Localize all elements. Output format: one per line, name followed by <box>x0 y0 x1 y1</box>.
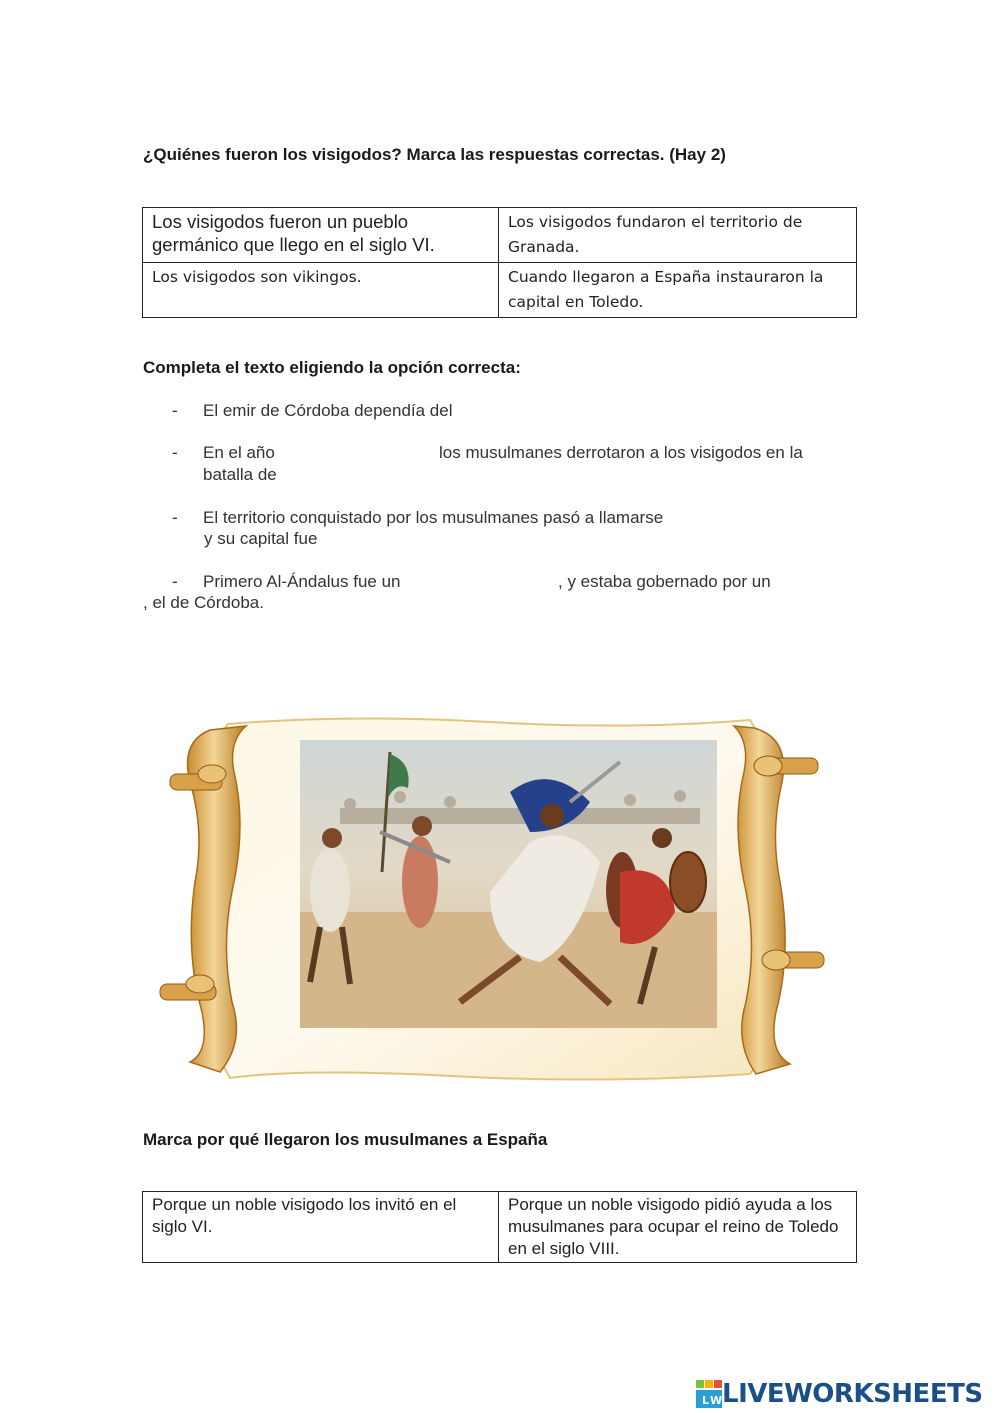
sentence3-text-b: y su capital fue <box>204 529 318 548</box>
question1-option-4-text: Cuando llegaron a España instauraron la capital en Toledo. <box>508 268 824 311</box>
badge-letter-l: L <box>702 1394 710 1407</box>
question1-option-4[interactable] <box>499 263 857 318</box>
question3-option-2[interactable] <box>499 1192 857 1263</box>
sentence2-text-b: los musulmanes derrotaron a los visigodos en la <box>439 443 803 462</box>
question2-heading: Completa el texto eligiendo la opción correcta: <box>143 358 521 377</box>
question3-heading: Marca por qué llegaron los musulmanes a España <box>143 1130 548 1149</box>
question1-option-1-text: Los visigodos fueron un pueblo germánico que llego en el siglo VI. <box>152 211 435 255</box>
sentence4-text-c: , el de Córdoba. <box>143 593 264 612</box>
liveworksheets-logo <box>696 1378 983 1410</box>
scroll-battle-illustration <box>150 712 840 1084</box>
sentence4-text-a: Primero Al-Ándalus fue un <box>203 572 401 591</box>
liveworksheets-badge-icon <box>696 1380 722 1408</box>
sentence4-text-b: , y estaba gobernado por un <box>558 572 771 591</box>
question3-option-1[interactable] <box>143 1192 499 1263</box>
question1-option-2-text: Los visigodos fundaron el territorio de Granada. <box>508 213 803 256</box>
liveworksheets-wordmark: LIVEWORKSHEETS <box>722 1379 983 1409</box>
sentence2-text-c: batalla de <box>203 465 277 484</box>
bullet-dash-3: - <box>172 508 178 527</box>
question3-options-table <box>142 1191 857 1263</box>
sentence1-text: El emir de Córdoba dependía del <box>203 401 453 420</box>
sentence3-text-a: El territorio conquistado por los musulmanes pasó a llamarse <box>203 508 664 527</box>
question1-option-3-text: Los visigodos son vikingos. <box>152 268 362 286</box>
question3-option-1-text: Porque un noble visigodo los invitó en el siglo VI. <box>152 1195 457 1236</box>
bullet-dash-1: - <box>172 401 178 420</box>
question1-option-1[interactable] <box>143 208 499 263</box>
badge-letter-w: W <box>710 1394 722 1407</box>
bullet-dash-4: - <box>172 572 178 591</box>
question1-option-2[interactable] <box>499 208 857 263</box>
bullet-dash-2: - <box>172 443 178 462</box>
question3-option-2-text: Porque un noble visigodo pidió ayuda a los musulmanes para ocupar el reino de Toledo en el siglo VIII. <box>508 1195 839 1258</box>
question1-option-3[interactable] <box>143 263 499 318</box>
sentence2-text-a: En el año <box>203 443 275 462</box>
question1-heading: ¿Quiénes fueron los visigodos? Marca las respuestas correctas. (Hay 2) <box>143 145 726 164</box>
question1-options-table <box>142 207 857 318</box>
